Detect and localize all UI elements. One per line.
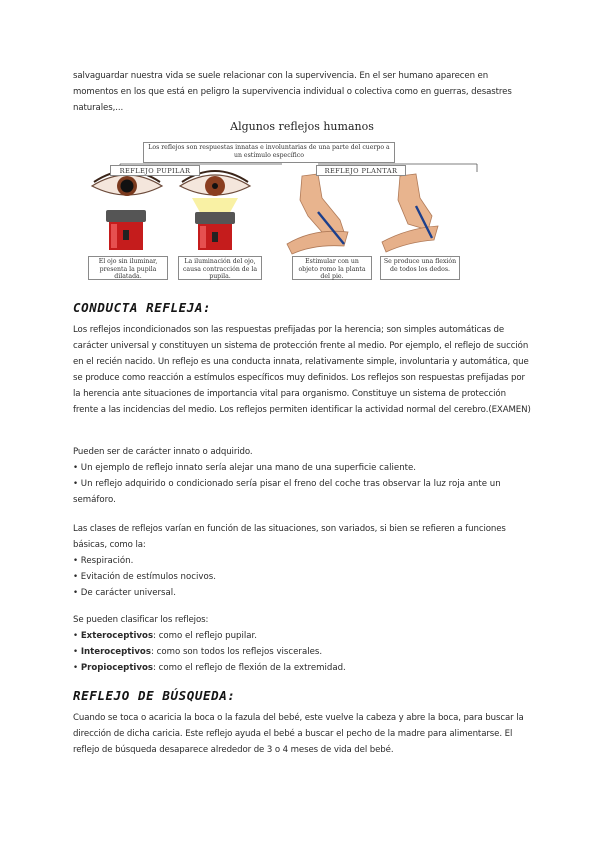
- list-item: • Un reflejo adquirido o condicionado sería pisar el freno del coche tras observar la luz roja ante un semáforo.: [73, 479, 501, 505]
- label-eye-dilated: El ojo sin iluminar, presenta la pupila dilatada.: [88, 256, 168, 280]
- term-interoceptivos: Interoceptivos: [80, 647, 151, 657]
- list-item: • Evitación de estímulos nocivos.: [73, 572, 216, 582]
- left-header-reflejo-pupilar: REFLEJO PUPILAR: [110, 165, 200, 176]
- term-description: : como el reflejo pupilar.: [153, 631, 258, 641]
- figure-caption: Los reflejos son respuestas innatas e involuntarias de una parte del cuerpo a un estímulo específico: [143, 142, 395, 163]
- classify-block: [73, 612, 533, 676]
- section-heading-reflejo-de-busqueda: REFLEJO DE BÚSQUEDA:: [73, 688, 236, 703]
- reflexes-figure: [82, 120, 522, 280]
- list-item: • Respiración.: [73, 556, 134, 566]
- classes-block: [73, 521, 533, 601]
- term-description: : como el reflejo de flexión de la extremidad.: [153, 663, 346, 673]
- term-exteroceptivos: Exteroceptivos: [80, 631, 154, 641]
- label-foot-stimulus: Estimular con un objeto romo la planta del pie.: [292, 256, 372, 280]
- list-item: • De carácter universal.: [73, 588, 176, 598]
- reflejo-busqueda-paragraph: Cuando se toca o acaricia la boca o la fazula del bebé, este vuelve la cabeza y abre la boca, para buscar la dirección de dicha caricia. Este reflejo ayuda el bebé a buscar el pecho de la madre para alimentarse. El reflejo de búsqueda desaparece alrededor de 3 o 4 meses de vida del bebé.: [73, 713, 524, 755]
- classes-list: [73, 553, 533, 601]
- flashlight-icon: [106, 210, 146, 250]
- right-header-reflejo-plantar: REFLEJO PLANTAR: [316, 165, 406, 176]
- classify-intro: Se pueden clasificar los reflejos:: [73, 615, 209, 625]
- list-item: • Propioceptivos: como el reflejo de flexión de la extremidad.: [73, 663, 346, 673]
- term-description: : como son todos los reflejos viscerales.: [150, 647, 323, 657]
- label-foot-flexion: Se produce una flexión de todos los dedos.: [380, 256, 460, 280]
- term-propioceptivos: Propioceptivos: [80, 663, 154, 673]
- label-eye-contracted: La iluminación del ojo, causa contracción de la pupila.: [178, 256, 262, 280]
- types-list: [73, 460, 533, 508]
- types-intro: Pueden ser de carácter innato o adquirido.: [73, 447, 253, 457]
- list-item: • Exteroceptivos: como el reflejo pupilar.: [73, 631, 258, 641]
- list-item: • Interoceptivos: como son todos los reflejos viscerales.: [73, 647, 323, 657]
- foot-flexion-illustration: [382, 174, 438, 252]
- conducta-refleja-paragraph: Los reflejos incondicionados son las respuestas prefijadas por la herencia; son simples automáticas de carácter universal y constituyen un sistema de protección frente al medio. Por ejemplo, el reflejo de succión en el recién nacido. Un reflejo es una conducta innata, relativamente simple, involuntaria y automática, que se produce como reacción a estímulos específicos muy definidos. Los reflejos son respuestas prefijadas por la herencia ante situaciones de importancia vital para organismo. Constituye un sistema de protección frente a las incidencias del medio. Los reflejos permiten identificar la actividad normal del cerebro.(EXAMEN): [73, 325, 531, 415]
- foot-stimulus-illustration: [287, 174, 348, 254]
- classify-list: [73, 628, 533, 676]
- classes-intro: Las clases de reflejos varían en función de las situaciones, son variados, si bien se refieren a funciones básicas, como la:: [73, 524, 506, 550]
- list-item: • Un ejemplo de reflejo innato sería alejar una mano de una superficie caliente.: [73, 463, 417, 473]
- section-heading-conducta-refleja: CONDUCTA REFLEJA:: [73, 300, 212, 315]
- intro-paragraph: salvaguardar nuestra vida se suele relacionar con la supervivencia. En el ser humano aparecen en momentos en los que está en peligro la supervivencia individual o colectiva como en guerras, desastres naturales,...: [73, 71, 512, 113]
- figure-title: Algunos reflejos humanos: [230, 120, 374, 133]
- types-block: [73, 444, 533, 508]
- flashlight-on-icon: [195, 212, 235, 250]
